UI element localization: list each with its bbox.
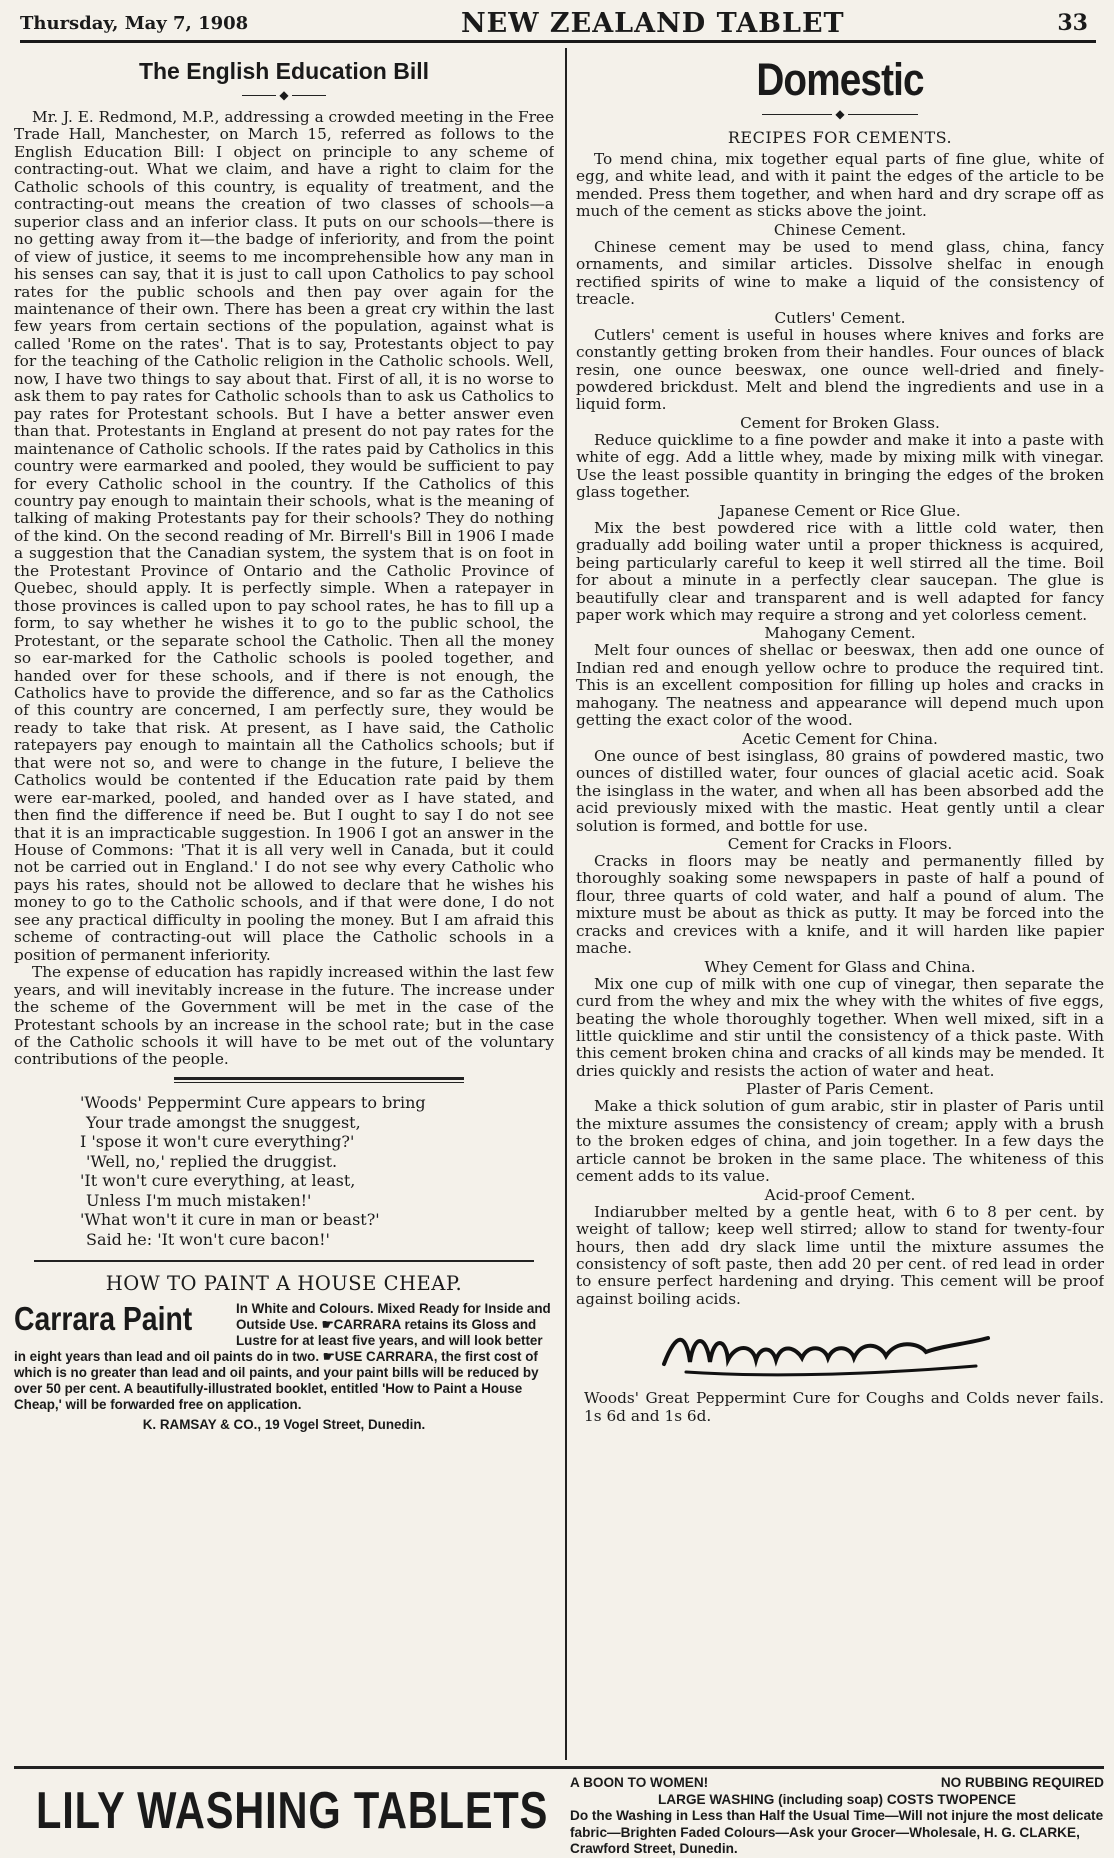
lily-ad-text xyxy=(570,1775,1104,1858)
verse-line: Your trade amongst the snuggest, xyxy=(86,1112,361,1132)
verse-line: 'What won't it cure in man or beast?' xyxy=(80,1210,380,1230)
recipe-text: Reduce quicklime to a fine powder and make it into a paste with white of egg. Add a little whey, made by mixing milk with vinegar. Use the least possible quantity in bringing the edges of the broken glass together. xyxy=(576,430,1104,502)
recipe-title: Japanese Cement or Rice Glue. xyxy=(719,501,961,520)
ornament-divider: ◆ xyxy=(14,89,554,101)
recipes-intro: To mend china, mix together equal parts of fine glue, white of egg, and white lead, and with it paint the edges of the article to be mended. Press them together, and when hard and dry scrape off as much of the cement as sticks above the joint. xyxy=(576,150,1104,221)
verse-line: Unless I'm much mistaken!' xyxy=(86,1190,312,1210)
domestic-title: Domestic xyxy=(756,54,924,105)
section-rule xyxy=(174,1077,464,1083)
woods-cure-note: Woods' Great Peppermint Cure for Coughs and Colds never fails. 1s 6d and 1s 6d. xyxy=(584,1389,1104,1425)
recipe-title: Mahogany Cement. xyxy=(764,624,916,643)
left-column xyxy=(14,48,554,1760)
ornament-divider: ◆ xyxy=(576,108,1104,120)
signature-icon xyxy=(656,1322,996,1382)
lily-advertisement xyxy=(14,1766,1104,1857)
recipe-title: Plaster of Paris Cement. xyxy=(745,1080,935,1099)
verse-line: 'Woods' Peppermint Cure appears to bring xyxy=(80,1092,426,1112)
section-rule xyxy=(34,1260,534,1262)
recipe-title: Chinese Cement. xyxy=(773,220,907,239)
recipe-text: Cutlers' cement is useful in houses where knives and forks are constantly getting broken from their handles. Four ounces of black resin, one ounce beeswax, one ounce well-dried and finely-powdered brickdust. Melt and blend the ingredients and use in a liquid form. xyxy=(576,325,1104,414)
masthead xyxy=(20,6,1096,43)
recipe-text: One ounce of best isinglass, 80 grains of powdered mastic, two ounces of distilled water, four ounces of glacial acetic acid. Soak the isinglass in the water, and when all has been absorbed add the acid previously mixed with the mastic. Heat gently until a clear solution is formed, and bottle for use. xyxy=(576,746,1104,835)
education-paragraph-1: Mr. J. E. Redmond, M.P., addressing a crowded meeting in the Free Trade Hall, Manchester, on March 15, referred as follows to the English Education Bill: I object on principle to any scheme of contracting-out. What we claim, and have a right to claim for the Catholic schools of this country, is equality of treatment, and the contracting-out means the creation of two classes of schools—a superior class and an inferior class. It puts on our schools—there is no getting away from it—the badge of inferiority, and from the point of view of justice, it seems to me incomprehensible how any man in his senses can say, that it is just to call upon Catholics to pay school rates for the public schools and then pay over again for the maintenance of their own. There has been a great cry within the last few years from certain sections of the population, against what is called 'Rome on the rates'. That is to say, Protestants object to pay for the teaching of the Catholic religion in the Catholic schools. Well, now, I have two things to say about that. First of all, it is no worse to ask them to pay rates for Catholic schools than to ask us Catholics to pay rates for Protestant schools. But I have a better answer even than that. Protestants in England at present do not pay rates for the maintenance of Catholic schools. If the rates paid by Catholics in this country were earmarked and pooled, they would be sufficient to pay for every Catholic school in the country. If the Catholics of this country pay enough to maintain their schools, what is the meaning of talking of making Protestants pay for their schools? They do nothing of the kind. On the second reading of Mr. Birrell's Bill in 1906 I made a suggestion that the Canadian system, the system that is on foot in the Protestant Province of Ontario and the Catholic Province of Quebec, should apply. It is perfectly simple. When a ratepayer in those provinces is called upon to pay school rates, he has to fill up a form, to say whether he wishes it to go to the public school, the Protestant, or the separate school the Catholic. Then all the money so ear-marked for the Catholic schools is pooled together, and handed over for these schools, and if there is not enough, the Catholics have to provide the difference, and so far as the Catholics of this country are concerned, I am perfectly sure, they would be ready to take that risk. At present, as I have said, the Catholic ratepayers pay enough to maintain all the Catholics schools; but if that were not so, and were to change in the future, I believe the Catholics would be contented if the Education rate paid by them were ear-marked, pooled, and handed over as I have stated, and then find the difference if need be. But I ought to say I do not see that it is an impracticable suggestion. In 1906 I got an answer in the House of Commons: 'That it is all very well in Canada, but it could not be carried out in England.' I do not see why every Catholic who pays his rates, should not be allowed to declare that he wishes his money to go to the Catholic schools, and if that were done, I do not see any practical difficulty in pooling the money. But I am afraid this scheme of contracting-out will place the Catholic schools in a position of permanent inferiority. xyxy=(14,108,554,964)
recipe-title: Cement for Cracks in Floors. xyxy=(727,834,953,853)
carrara-brand: Carrara Paint xyxy=(14,1299,193,1337)
recipe-text: Melt four ounces of shellac or beeswax, then add one ounce of Indian red and enough yellow ochre to produce the required tint. This is an excellent composition for filling up holes and cracks in mahogany. The neatness and appearance will depend much upon getting the exact color of the wood. xyxy=(576,641,1104,730)
recipe-title: Acid-proof Cement. xyxy=(764,1185,916,1204)
woods-verse xyxy=(80,1093,554,1250)
boon-heading: A BOON TO WOMEN! xyxy=(570,1775,709,1790)
recipe-title: Acetic Cement for China. xyxy=(742,729,938,748)
carrara-text: In White and Colours. Mixed Ready for Inside and Outside Use. ☛CARRARA retains its Gloss and Lustre for at least five years, and will look better in eight years than lead and oil paints do in two. ☛USE CARRARA, the first cost of which is no greater than lead and oil paints, and your paint bills will be reduced by over 50 per cent. A beautifully-illustrated booklet, entitled 'How to Paint a House Cheap,' will be forwarded free on application. xyxy=(14,1300,551,1412)
lily-body: Do the Washing in Less than Half the Usual Time—Will not injure the most delicate fabric—Brighten Faded Colours—Ask your Grocer—Wholesale, H. G. CLARKE, Crawford Street, Dunedin. xyxy=(570,1808,1104,1856)
newspaper-name: NEW ZEALAND TABLET xyxy=(460,7,845,39)
page-number: 33 xyxy=(1057,10,1088,36)
recipes-heading: RECIPES FOR CEMENTS. xyxy=(727,128,953,147)
verse-line: 'Well, no,' replied the druggist. xyxy=(86,1151,338,1171)
education-title: The English Education Bill xyxy=(138,58,430,84)
carrara-footer: K. RAMSAY & CO., 19 Vogel Street, Dunedin. xyxy=(142,1416,426,1432)
recipe-title: Whey Cement for Glass and China. xyxy=(704,957,976,976)
recipe-text: Indiarubber melted by a gentle heat, with 6 to 8 per cent. by weight of tallow; keep well stirred; allow to stand for twenty-four hours, then add dry slack lime until the mixture assumes the consistency of soft paste, then add 20 per cent. of red lead in order to ensure perfect hardening and drying. This cement will be proof against boiling acids. xyxy=(576,1202,1104,1308)
education-article-body xyxy=(14,109,554,1069)
recipe-title: Cement for Broken Glass. xyxy=(740,413,940,432)
lily-brand: LILY WASHING TABLETS xyxy=(36,1782,549,1840)
education-paragraph-2: The expense of education has rapidly increased within the last few years, and will inevitably increase in the future. The increase under the scheme of the Government will be met in the case of the Protestant schools by an increase in the school rate; but in the case of the Catholic schools it will have to be met out of the voluntary contributions of the people. xyxy=(14,963,554,1069)
issue-date: Thursday, May 7, 1908 xyxy=(20,12,249,34)
recipe-text: Mix the best powdered rice with a little cold water, then gradually add boiling water until a proper thickness is acquired, being particularly careful to keep it well stirred all the time. Boil for about a minute in a perfectly clear saucepan. The glue is beautifully clear and transparent and is well adapted for fancy paper work which may require a strong and yet colorless cement. xyxy=(576,518,1104,624)
verse-line: 'It won't cure everything, at least, xyxy=(80,1171,356,1191)
recipes-body xyxy=(576,151,1104,1308)
column-divider xyxy=(565,48,567,1760)
right-column xyxy=(576,48,1104,1760)
signature-maureen xyxy=(656,1322,1104,1382)
no-rubbing-heading: NO RUBBING REQUIRED xyxy=(940,1775,1104,1790)
carrara-ad-heading: HOW TO PAINT A HOUSE CHEAP. xyxy=(105,1271,463,1295)
recipe-title: Cutlers' Cement. xyxy=(774,308,906,327)
recipe-text: Cracks in floors may be neatly and permanently filled by thoroughly soaking some newspapers in paste of half a pound of flour, three quarts of cold water, and half a pound of alum. The mixture must be about as thick as putty. It may be forced into the cracks and crevices with a knife, and it will harden like papier mache. xyxy=(576,851,1104,958)
verse-line: I 'spose it won't cure everything?' xyxy=(80,1132,355,1152)
large-washing-line: LARGE WASHING (including soap) COSTS TWOPENCE xyxy=(658,1791,1016,1807)
recipe-text: Make a thick solution of gum arabic, stir in plaster of Paris until the mixture assumes the consistency of cream; apply with a brush to the broken edges of china, and join together. In a few days the article cannot be broken in the same place. The whiteness of this cement adds to its value. xyxy=(576,1097,1104,1186)
recipe-text: Chinese cement may be used to mend glass, china, fancy ornaments, and similar articles. Dissolve shelfac in enough rectified spirits of wine to make a liquid of the consistency of treacle. xyxy=(576,237,1104,309)
verse-line: Said he: 'It won't cure bacon!' xyxy=(86,1230,330,1250)
carrara-advertisement xyxy=(14,1301,554,1433)
recipe-text: Mix one cup of milk with one cup of vinegar, then separate the curd from the whey and mix the whey with the whites of five eggs, beating the whole thoroughly together. When well mixed, sift in a little quicklime and stir until the consistency of a thick paste. With this cement broken china and cracks of all kinds may be mended. It dries quickly and resists the action of water and heat. xyxy=(576,974,1104,1080)
